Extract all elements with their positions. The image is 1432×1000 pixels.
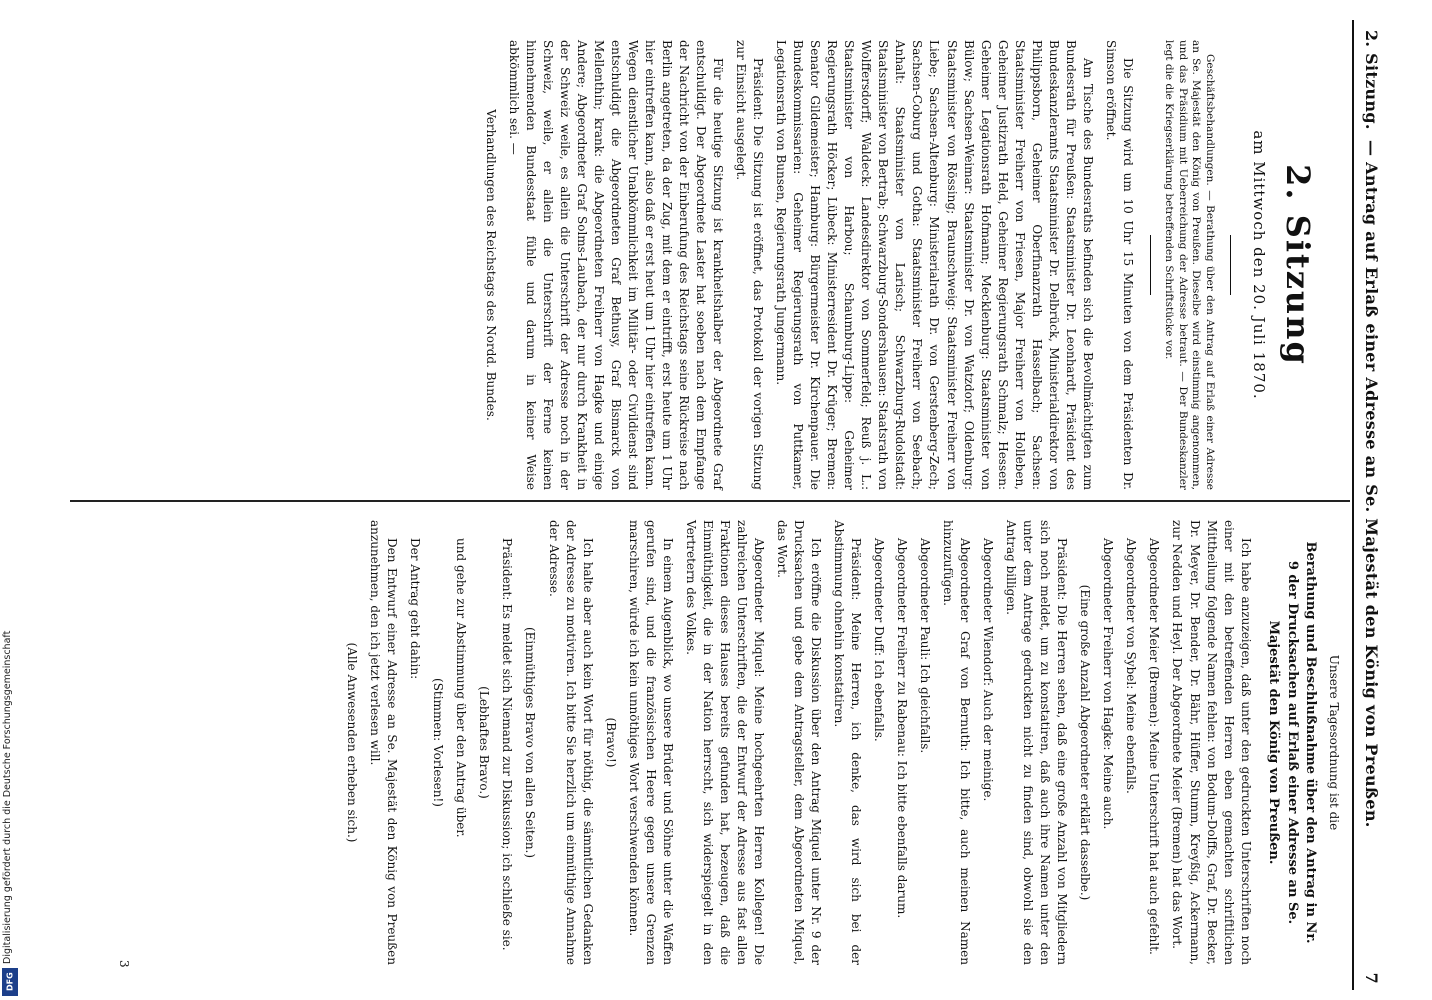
right-column (337, 520, 1342, 965)
debate-paragraph: Abgeordneter von Sybel: Meine ebenfalls. (1124, 538, 1139, 794)
summary-divider (1150, 235, 1151, 295)
header-session: 2. Sitzung. (1362, 30, 1381, 130)
digitization-credit (0, 600, 20, 1000)
president-paragraph: Präsident: Die Sitzung ist eröffnet, das Protokoll der vorigen Sitzung zur Einsicht ausgelegt. (734, 40, 766, 490)
debate-paragraph: Abgeordneter Wiendorf: Auch der meinige. (981, 538, 996, 802)
stage-direction: (Lebhaftes Bravo.) (477, 686, 492, 799)
stage-direction: (Alle Anwesenden erheben sich.) (345, 642, 360, 843)
debate-paragraph: Abgeordneter Pauli: Ich gleichfalls. (918, 538, 933, 754)
debate-paragraph: Abgeordneter Miquel: Meine hochgeehrten Herren Kollegen! Die zahlreichen Unterschriften, die der Entwurf der Adresse aus fast allen Fraktionen dieses Hauses bereits gefunden hat, bezeugen, daß die Einmüthigkeit, die in der Nation herrscht, sich widerspiegelt in den Vertretern des Volkes. (683, 520, 766, 965)
debate-paragraph: In einem Augenblick, wo unsere Brüder und Söhne unter die Waffen gerufen sind, und die französischen Heere gegen unsere Grenzen marschiren, würde ich kein unnöthiges Wort verschwenden können. (626, 520, 675, 965)
debate-paragraph: Abgeordneter Graf von Bernuth: Ich bitte, auch meinen Namen hinzuzufügen. (941, 520, 973, 965)
debate-paragraph: Präsident: Meine Herren, ich denke, das wird sich bei der Abstimmung ohnehin konstatiren. (831, 520, 864, 965)
excuses-paragraph: Für die heutige Sitzung ist krankheitshalber der Abgeordnete Graf entschuldigt. Der Abgeordnete Laster hat soeben nach dem Empfange der Nachricht von der Einberufung des Reichstags seine Rückreise nach Berlin angetreten, da der Zug, mit dem er eintrifft, erst heute um 1 Uhr hier eintreffen kann, also daß er erst heut um 1 Uhr hier eintreffen kann. Wegen dienstlicher Unabkömmlichkeit im Militär- oder Civildienst sind entschuldigt die Abgeordneten Graf Bethusy, Graf Bismarck von Mellenthin; krank: die Abgeordneten Freiherr von Hagke und einige Andere; Abgeordneter Graf Solms-Laubach, der nur durch Krankheit in der Schweiz weile, es allein die Unterschrift der Adresse noch in der Schweiz, weile, er allein die Unterschrift der Ferne keinen hinnehmenden Bundesstaat fühle und darum in keiner Weise abkömmlich sei. — (506, 40, 726, 490)
debate-paragraph: Präsident: Es meldet sich Niemand zur Diskussion; ich schließe sie. (500, 538, 515, 951)
debate-paragraph: Den Entwurf einer Adresse an Se. Majestät den König von Preußen anzunehmen, den ich jetzt verlesen will. (368, 520, 400, 965)
running-header (1356, 30, 1382, 984)
dfg-logo-icon: DFG (2, 968, 18, 996)
debate-paragraph: Ich halte aber auch kein Wort für nöthig, die sämmtlichen Gedanken der Adresse zu motiviren. Ich bitte Sie herzlich um einmüthige Annahme der Adresse. (546, 520, 595, 965)
left-column (476, 40, 1342, 490)
agenda-title: Berathung und Beschlußnahme über den Antrag in Nr. 9 der Drucksachen auf Erlaß einer Adresse an Se. Majestät den König von Preußen. (1266, 541, 1318, 944)
stage-direction: (Stimmen: Vorlesen!) (431, 678, 446, 807)
debate-paragraph: und gehe zur Abstimmung über den Antrag über. (454, 538, 469, 838)
debate-paragraph: Abgeordneter Duff: Ich ebenfalls. (872, 538, 887, 742)
debate-paragraph: Ich eröffne die Diskussion über den Antrag Miquel unter Nr. 9 der Drucksachen und gebe dem Antragsteller, dem Abgeordneten Miquel, das Wort. (774, 520, 823, 965)
debate-paragraphs (343, 520, 1253, 965)
debate-paragraph: Abgeordneter Freiherr von Hagke: Meine auch. (1101, 538, 1116, 830)
stage-direction: (Einmüthiges Bravo von allen Seiten.) (523, 626, 538, 859)
publication-footer: Verhandlungen des Reichstags des Nordd. Bundes. (483, 109, 498, 421)
agenda-intro: Unsere Tagesordnung ist die (1327, 654, 1341, 831)
debate-paragraph: Ich habe anzuzeigen, daß unter den gedruckten Unterschriften noch einer mit den betreffenden Herren eben gemachten schriftlichen Mittheilung folgende Namen fehlen: von Bodum-Dolffs, Graf, Dr. Becker, Dr. Meyer, Dr. Bender, Dr. Bähr, Hüffer, Stumm, Kreyßig, Ackermann, zur Nedden und Heyl. Der Abgeordnete Meier (Bremen) hat das Wort. (1170, 520, 1253, 965)
debate-paragraph: Abgeordneter Meier (Bremen): Meine Unterschrift hat auch gefehlt. (1147, 538, 1162, 955)
stage-direction: (Eine große Anzahl Abgeordneter erklärt dasselbe.) (1078, 584, 1093, 901)
stage-direction: (Bravo!) (603, 717, 618, 768)
session-summary: Geschäftsbehandlungen. — Berathung über den Antrag auf Erlaß einer Adresse an Se. Majestät den König von Preußen. Dieselbe wird einstimmig angenommen, und das Präsidium mit Ueberreichung der Adresse betraut. — Der Bundeskanzler legt die die Kriegserklärung betreffenden Schriftstücke vor. (1162, 40, 1217, 490)
page-number: 7 (1362, 972, 1381, 984)
credit-text: Digitalisierung gefördert durch die Deutsche Forschungsgemeinschaft (2, 630, 13, 964)
session-date: am Mittwoch den 20. Juli 1870. (1249, 130, 1268, 400)
debate-paragraph: Präsident: Die Herren sehen, daß eine große Anzahl von Mitgliedern sich noch meldet, um zu konstatiren, daß auch ihre Namen unter den unter dem Antrage gedruckten nicht zu finden sind, obwohl sie den Antrag billigen. (1004, 520, 1070, 965)
debate-paragraph: Der Antrag geht dahin: (408, 538, 423, 680)
column-divider (70, 500, 1350, 502)
signature-number: 3 (117, 960, 131, 968)
opening-paragraph: Die Sitzung wird um 10 Uhr 15 Minuten von dem Präsidenten Dr. Simson eröffnet. (1103, 40, 1135, 490)
header-title: — Antrag auf Erlaß einer Adresse an Se. Majestät den König von Preußen. (1362, 140, 1381, 828)
title-divider (1230, 235, 1231, 295)
debate-paragraph: Abgeordneter Freiherr zu Rabenau: Ich bitte ebenfalls darum. (895, 538, 910, 919)
attendance-paragraph: Am Tische des Bundesraths befinden sich die Bevollmächtigten zum Bundesrath für Preußen: Staatsminister Dr. Leonhardt, Präsident des Bundeskanzleramts Staatsminister Dr. Delbrück, Ministerialdirektor von Philippsborn, Geheimer Oberfinanzrath Hasselbach; Sachsen: Staatsminister Freiherr von Friesen, Major Freiherr von Holleben, Geheimer Justizrath Held, Geheimer Regierungsrath Schmalz; Hessen: Geheimer Legationsrath Hofmann; Mecklenburg: Staatsminister von Bülow; Sachsen-Weimar: Staatsminister Dr. von Watzdorf; Oldenburg: Staatsminister von Rössing; Braunschweig: Staatsminister Freiherr von Liebe; Sachsen-Altenburg: Ministerialrath Dr. von Gerstenberg-Zech; Sachsen-Coburg und Gotha: Staatsminister Freiherr von Seebach; Anhalt: Staatsminister von Larisch; Schwarzburg-Rudolstadt: Staatsminister von Bertrab; Schwarzburg-Sondershausen: Staatsrath von Wolffersdorff; Waldeck: Landesdirektor von Sommerfeld; Reuß j. L.: Staatsminister von Harbou; Schaumburg-Lippe: Geheimer Regierungsrath Höcker; Lübeck: Ministerresident Dr. Krüger; Bremen: Senator Gildemeister; Hamburg: Bürgermeister Dr. Kirchenpauer. Die Bundeskommissarien: Geheimer Regierungsrath von Puttkamer, Legationsrath von Bunsen, Regierungsrath Jungermann. (774, 40, 1095, 490)
session-title: 2. Sitzung (1279, 164, 1317, 366)
header-divider (1352, 20, 1354, 990)
